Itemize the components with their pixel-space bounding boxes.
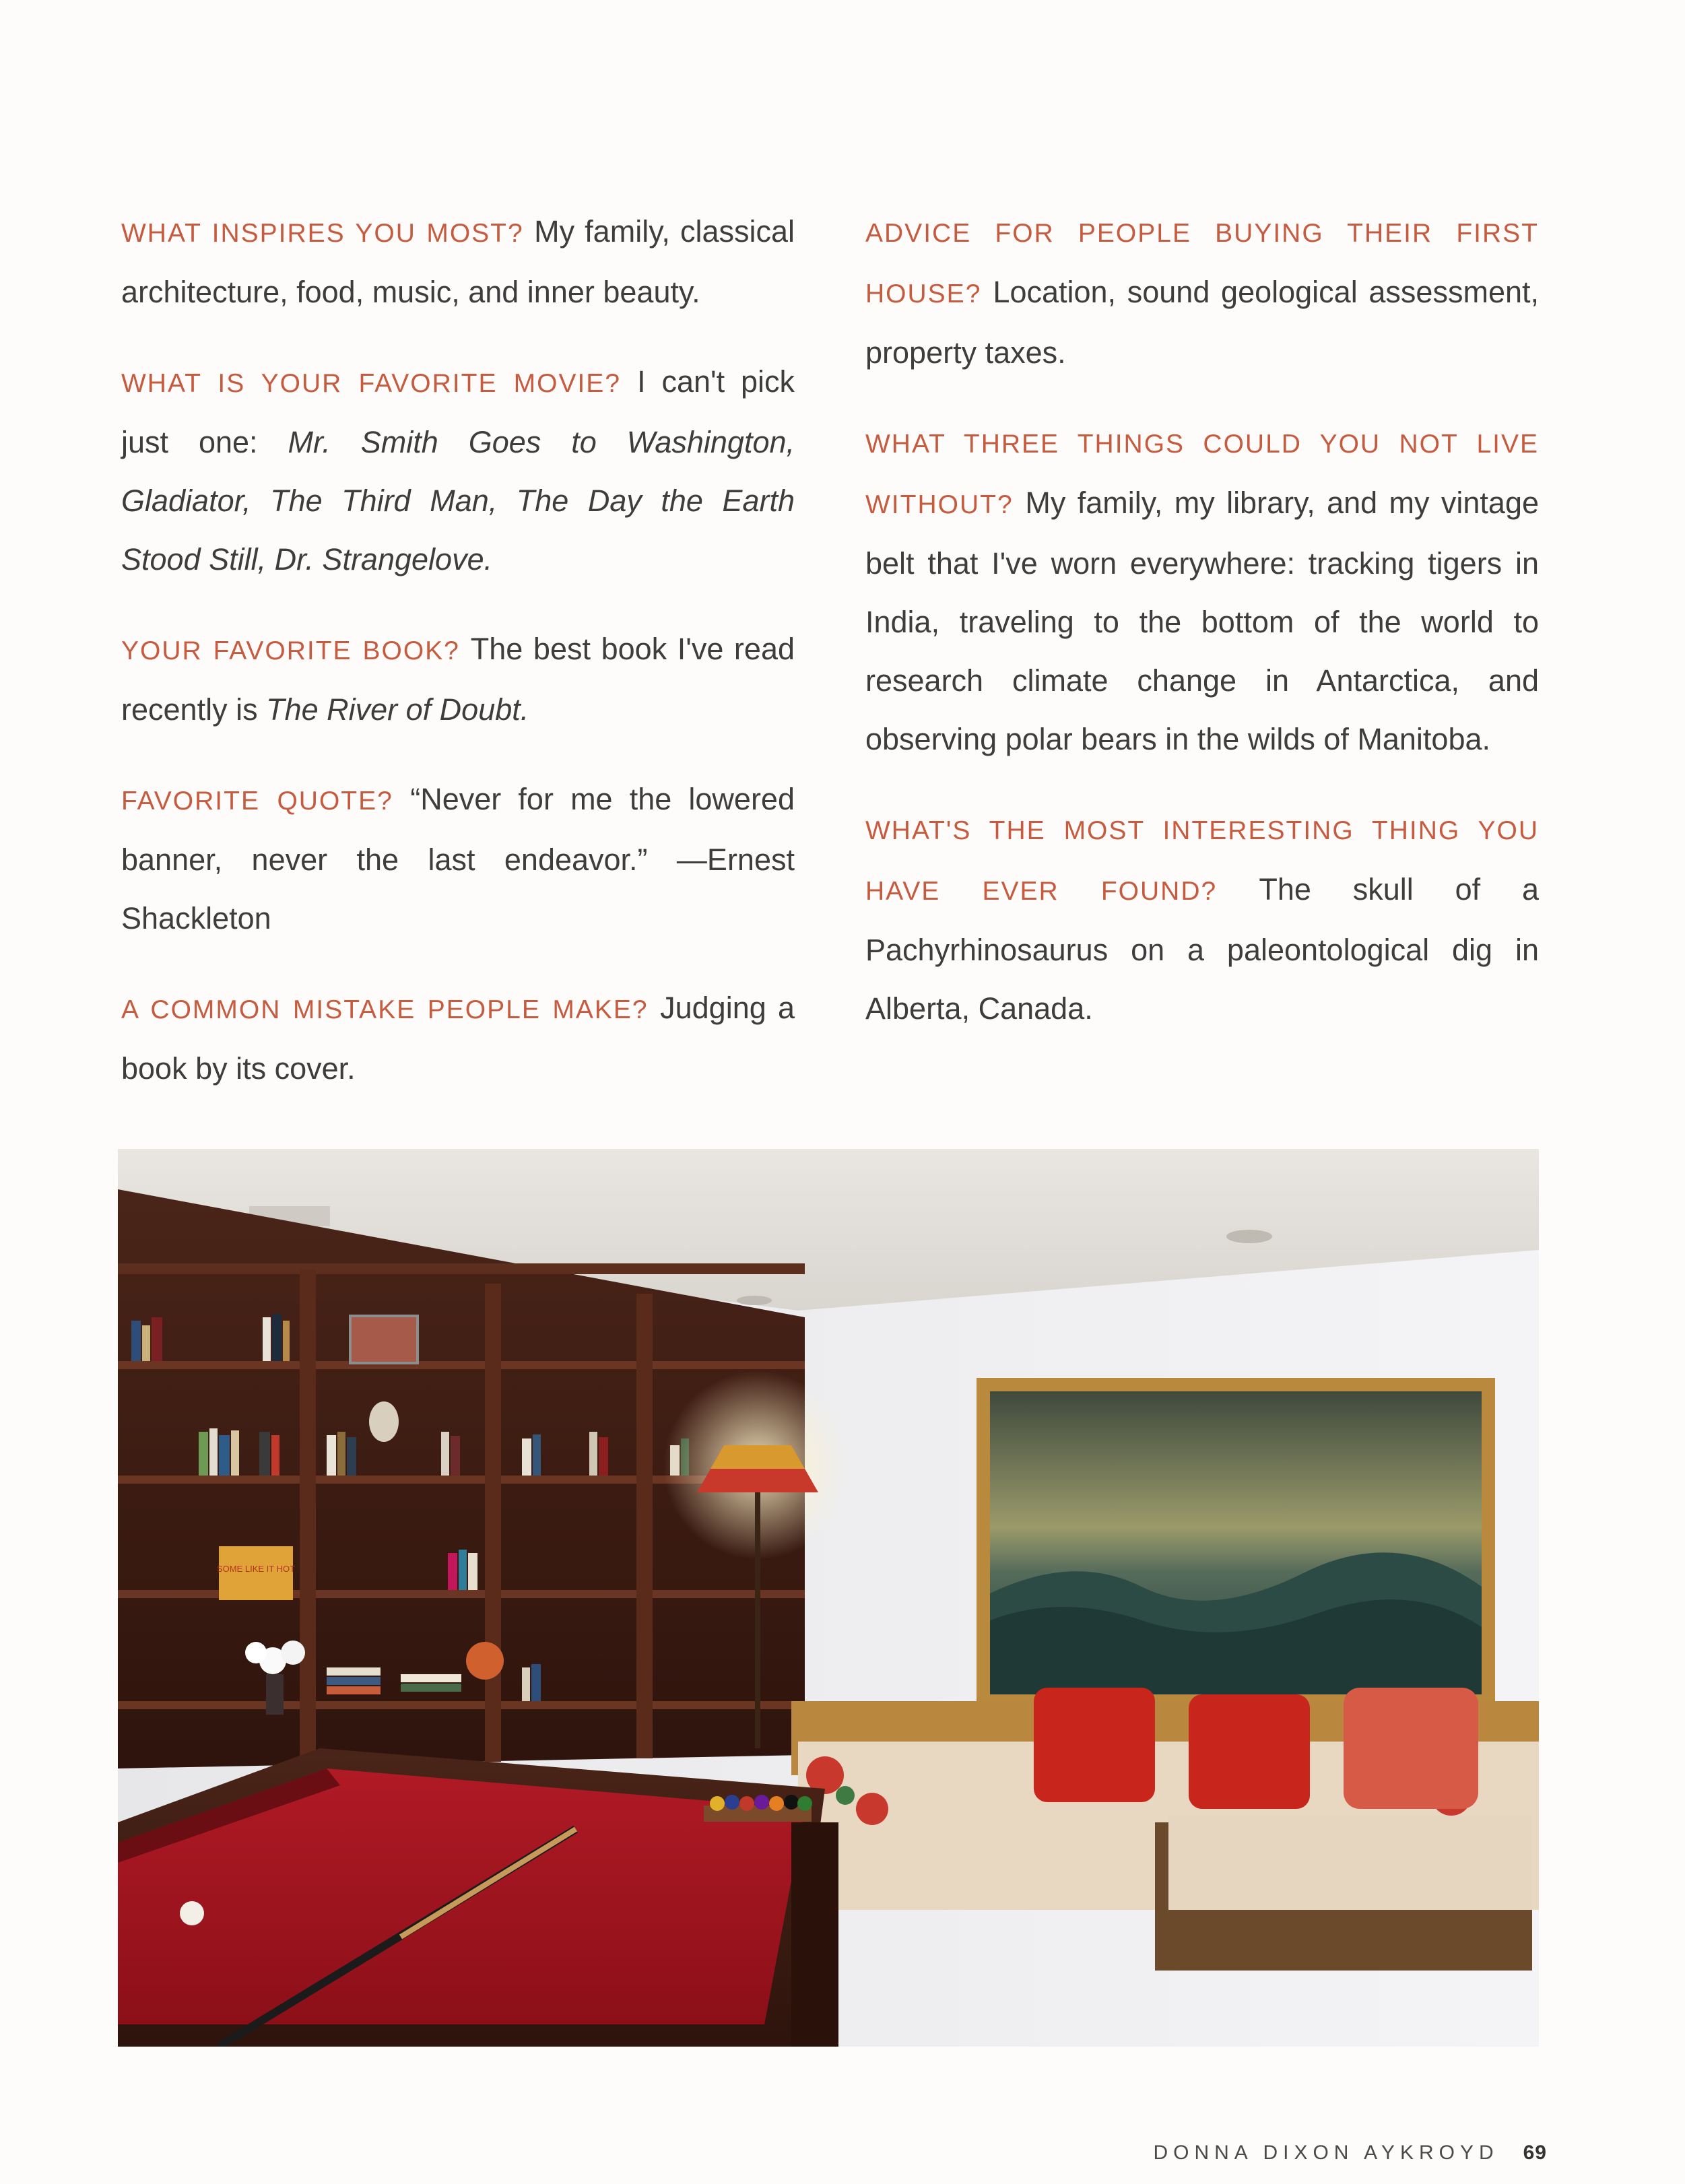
red-pillow bbox=[1034, 1688, 1155, 1802]
ceiling-light bbox=[1226, 1230, 1272, 1243]
answer-text: My family, my library, and my vintage belt that I've worn everywhere: tracking tigers in India, traveling to the bottom of the world to research climate change in Antarctica, and observing polar bears in the wilds of Manitoba. bbox=[865, 486, 1539, 756]
qa-first-house bbox=[865, 202, 1539, 382]
question-label: YOUR FAVORITE BOOK? bbox=[121, 636, 471, 665]
page-number: 69 bbox=[1523, 2142, 1547, 2164]
cue-ball bbox=[180, 1901, 204, 1925]
question-label: ADVICE FOR PEOPLE BUYING THEIR FIRST HOUSE? bbox=[865, 219, 1539, 308]
book-sign-text: SOME LIKE IT HOT bbox=[216, 1564, 296, 1574]
answer-text: My family, classical architecture, food, music, and inner beauty. bbox=[121, 214, 795, 309]
qa-inspires bbox=[121, 202, 795, 321]
author-name: DONNA DIXON AYKROYD bbox=[1153, 2142, 1499, 2164]
answer-text: The skull of a Pachyrhinosaurus on a paleontological dig in Alberta, Canada. bbox=[865, 872, 1539, 1026]
answer-text: Judging a book by its cover. bbox=[121, 991, 795, 1086]
answer-italic: Mr. Smith Goes to Washington, Gladiator, The Third Man, The Day the Earth Stood Still, Dr. Strangelove. bbox=[121, 425, 795, 576]
library-room-photo bbox=[118, 1149, 1539, 2047]
question-label: FAVORITE QUOTE? bbox=[121, 787, 411, 816]
right-column bbox=[865, 202, 1539, 1069]
qa-interesting-find bbox=[865, 799, 1539, 1038]
seascape-painting bbox=[977, 1378, 1495, 1708]
question-label: A COMMON MISTAKE PEOPLE MAKE? bbox=[121, 995, 661, 1024]
racked-balls bbox=[704, 1795, 812, 1822]
answer-italic: The River of Doubt. bbox=[266, 692, 529, 727]
red-pillow bbox=[1189, 1694, 1310, 1809]
answer-text: Location, sound geological assessment, property taxes. bbox=[865, 275, 1539, 370]
answer-text: “Never for me the lowered banner, never the last endeavor.” —Ernest Shackleton bbox=[121, 782, 795, 935]
qa-three-things bbox=[865, 413, 1539, 768]
floral-pillow bbox=[1344, 1688, 1478, 1809]
qa-favorite-quote bbox=[121, 770, 795, 948]
pool-table bbox=[118, 1748, 838, 2047]
qa-common-mistake bbox=[121, 979, 795, 1098]
room-illustration bbox=[118, 1149, 1539, 2047]
left-column bbox=[121, 202, 795, 1129]
qa-favorite-book bbox=[121, 620, 795, 739]
page-footer bbox=[1153, 2142, 1547, 2164]
question-label: WHAT IS YOUR FAVORITE MOVIE? bbox=[121, 369, 638, 398]
answer-text: I can't pick just one: bbox=[121, 364, 795, 459]
question-label: WHAT'S THE MOST INTERESTING THING YOU HAVE EVER FOUND? bbox=[865, 816, 1539, 906]
question-label: WHAT THREE THINGS COULD YOU NOT LIVE WITHOUT? bbox=[865, 430, 1539, 519]
answer-text: The best book I've read recently is bbox=[121, 632, 795, 727]
qa-favorite-movie bbox=[121, 352, 795, 589]
question-label: WHAT INSPIRES YOU MOST? bbox=[121, 219, 535, 248]
